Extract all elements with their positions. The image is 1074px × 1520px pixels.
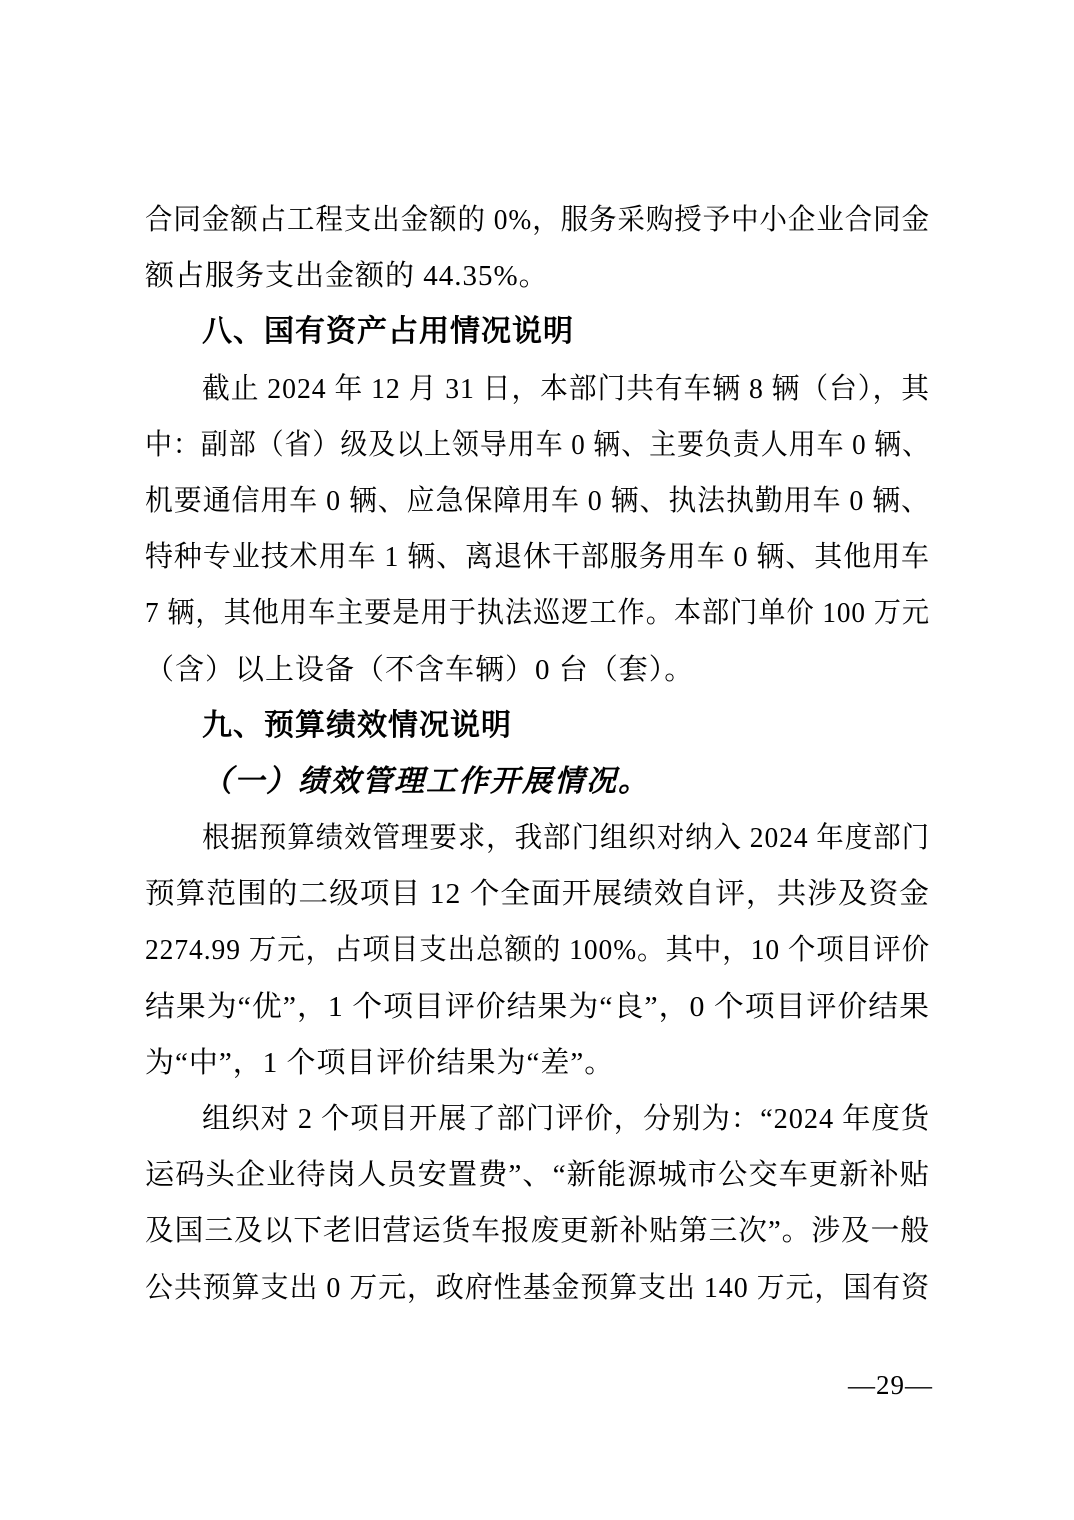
paragraph-line-text: 为“中”，1 个项目评价结果为“差”。 [145,1046,615,1079]
paragraph-line-text: 结果为“优”，1 个项目评价结果为“良”，0 个项目评价结果 [145,990,930,1023]
paragraph-line-text: 运码头企业待岗人员安置费”、“新能源城市公交车更新补贴 [145,1159,931,1192]
paragraph-line-text: 中：副部（省）级及以上领导用车 0 辆、主要负责人用车 0 辆、 [145,428,930,461]
section-heading-text: 九、预算绩效情况说明 [202,708,512,742]
paragraph-line [145,642,930,698]
document-body [145,192,930,1316]
paragraph-line-text: 根据预算绩效管理要求，我部门组织对纳入 2024 年度部门 [202,822,930,855]
paragraph-line-text: 公共预算支出 0 万元，政府性基金预算支出 140 万元，国有资 [145,1271,930,1304]
paragraph-line [145,473,930,529]
paragraph-line-text: 特种专业技术用车 1 辆、离退休干部服务用车 0 辆、其他用车 [145,541,930,574]
paragraph-line-text: 预算范围的二级项目 12 个全面开展绩效自评，共涉及资金 [145,878,931,911]
paragraph-line [145,1260,930,1316]
paragraph-line-text: 7 辆，其他用车主要是用于执法巡逻工作。本部门单价 100 万元 [145,597,930,630]
paragraph-line-text: 及国三及以下老旧营运货车报废更新补贴第三次”。涉及一般 [145,1215,930,1248]
paragraph-line-text: 2274.99 万元，占项目支出总额的 100%。其中，10 个项目评价 [145,934,930,967]
paragraph-line [145,1147,930,1203]
paragraph-line [145,922,930,978]
paragraph-line-text: 机要通信用车 0 辆、应急保障用车 0 辆、执法执勤用车 0 辆、 [145,484,930,517]
paragraph-line [145,1035,930,1091]
section-heading-nine [145,698,930,754]
paragraph-line [145,979,930,1035]
subsection-heading-one [145,754,930,810]
paragraph-line [145,810,930,866]
paragraph-line-text: 合同金额占工程支出金额的 0%，服务采购授予中小企业合同金 [145,204,930,236]
paragraph-line [145,417,930,473]
page-number: —29— [848,1370,933,1400]
paragraph-line [145,866,930,922]
paragraph-line [145,361,930,417]
paragraph-line [145,529,930,585]
paragraph-line [145,585,930,641]
paragraph-line-text: 组织对 2 个项目开展了部门评价，分别为：“2024 年度货 [202,1103,930,1135]
subsection-heading-text: （一）绩效管理工作开展情况。 [202,764,650,798]
section-heading-text: 八、国有资产占用情况说明 [202,315,574,349]
paragraph-line [145,248,930,304]
paragraph-line [145,1091,930,1147]
paragraph-line-text: 额占服务支出金额的 44.35%。 [145,260,549,293]
paragraph-line-text: 截止 2024 年 12 月 31 日，本部门共有车辆 8 辆（台），其 [202,372,930,405]
paragraph-line [145,1203,930,1259]
section-heading-eight [145,304,930,360]
paragraph-line-text: （含）以上设备（不含车辆）0 台（套）。 [145,653,695,686]
paragraph-line [145,192,930,248]
